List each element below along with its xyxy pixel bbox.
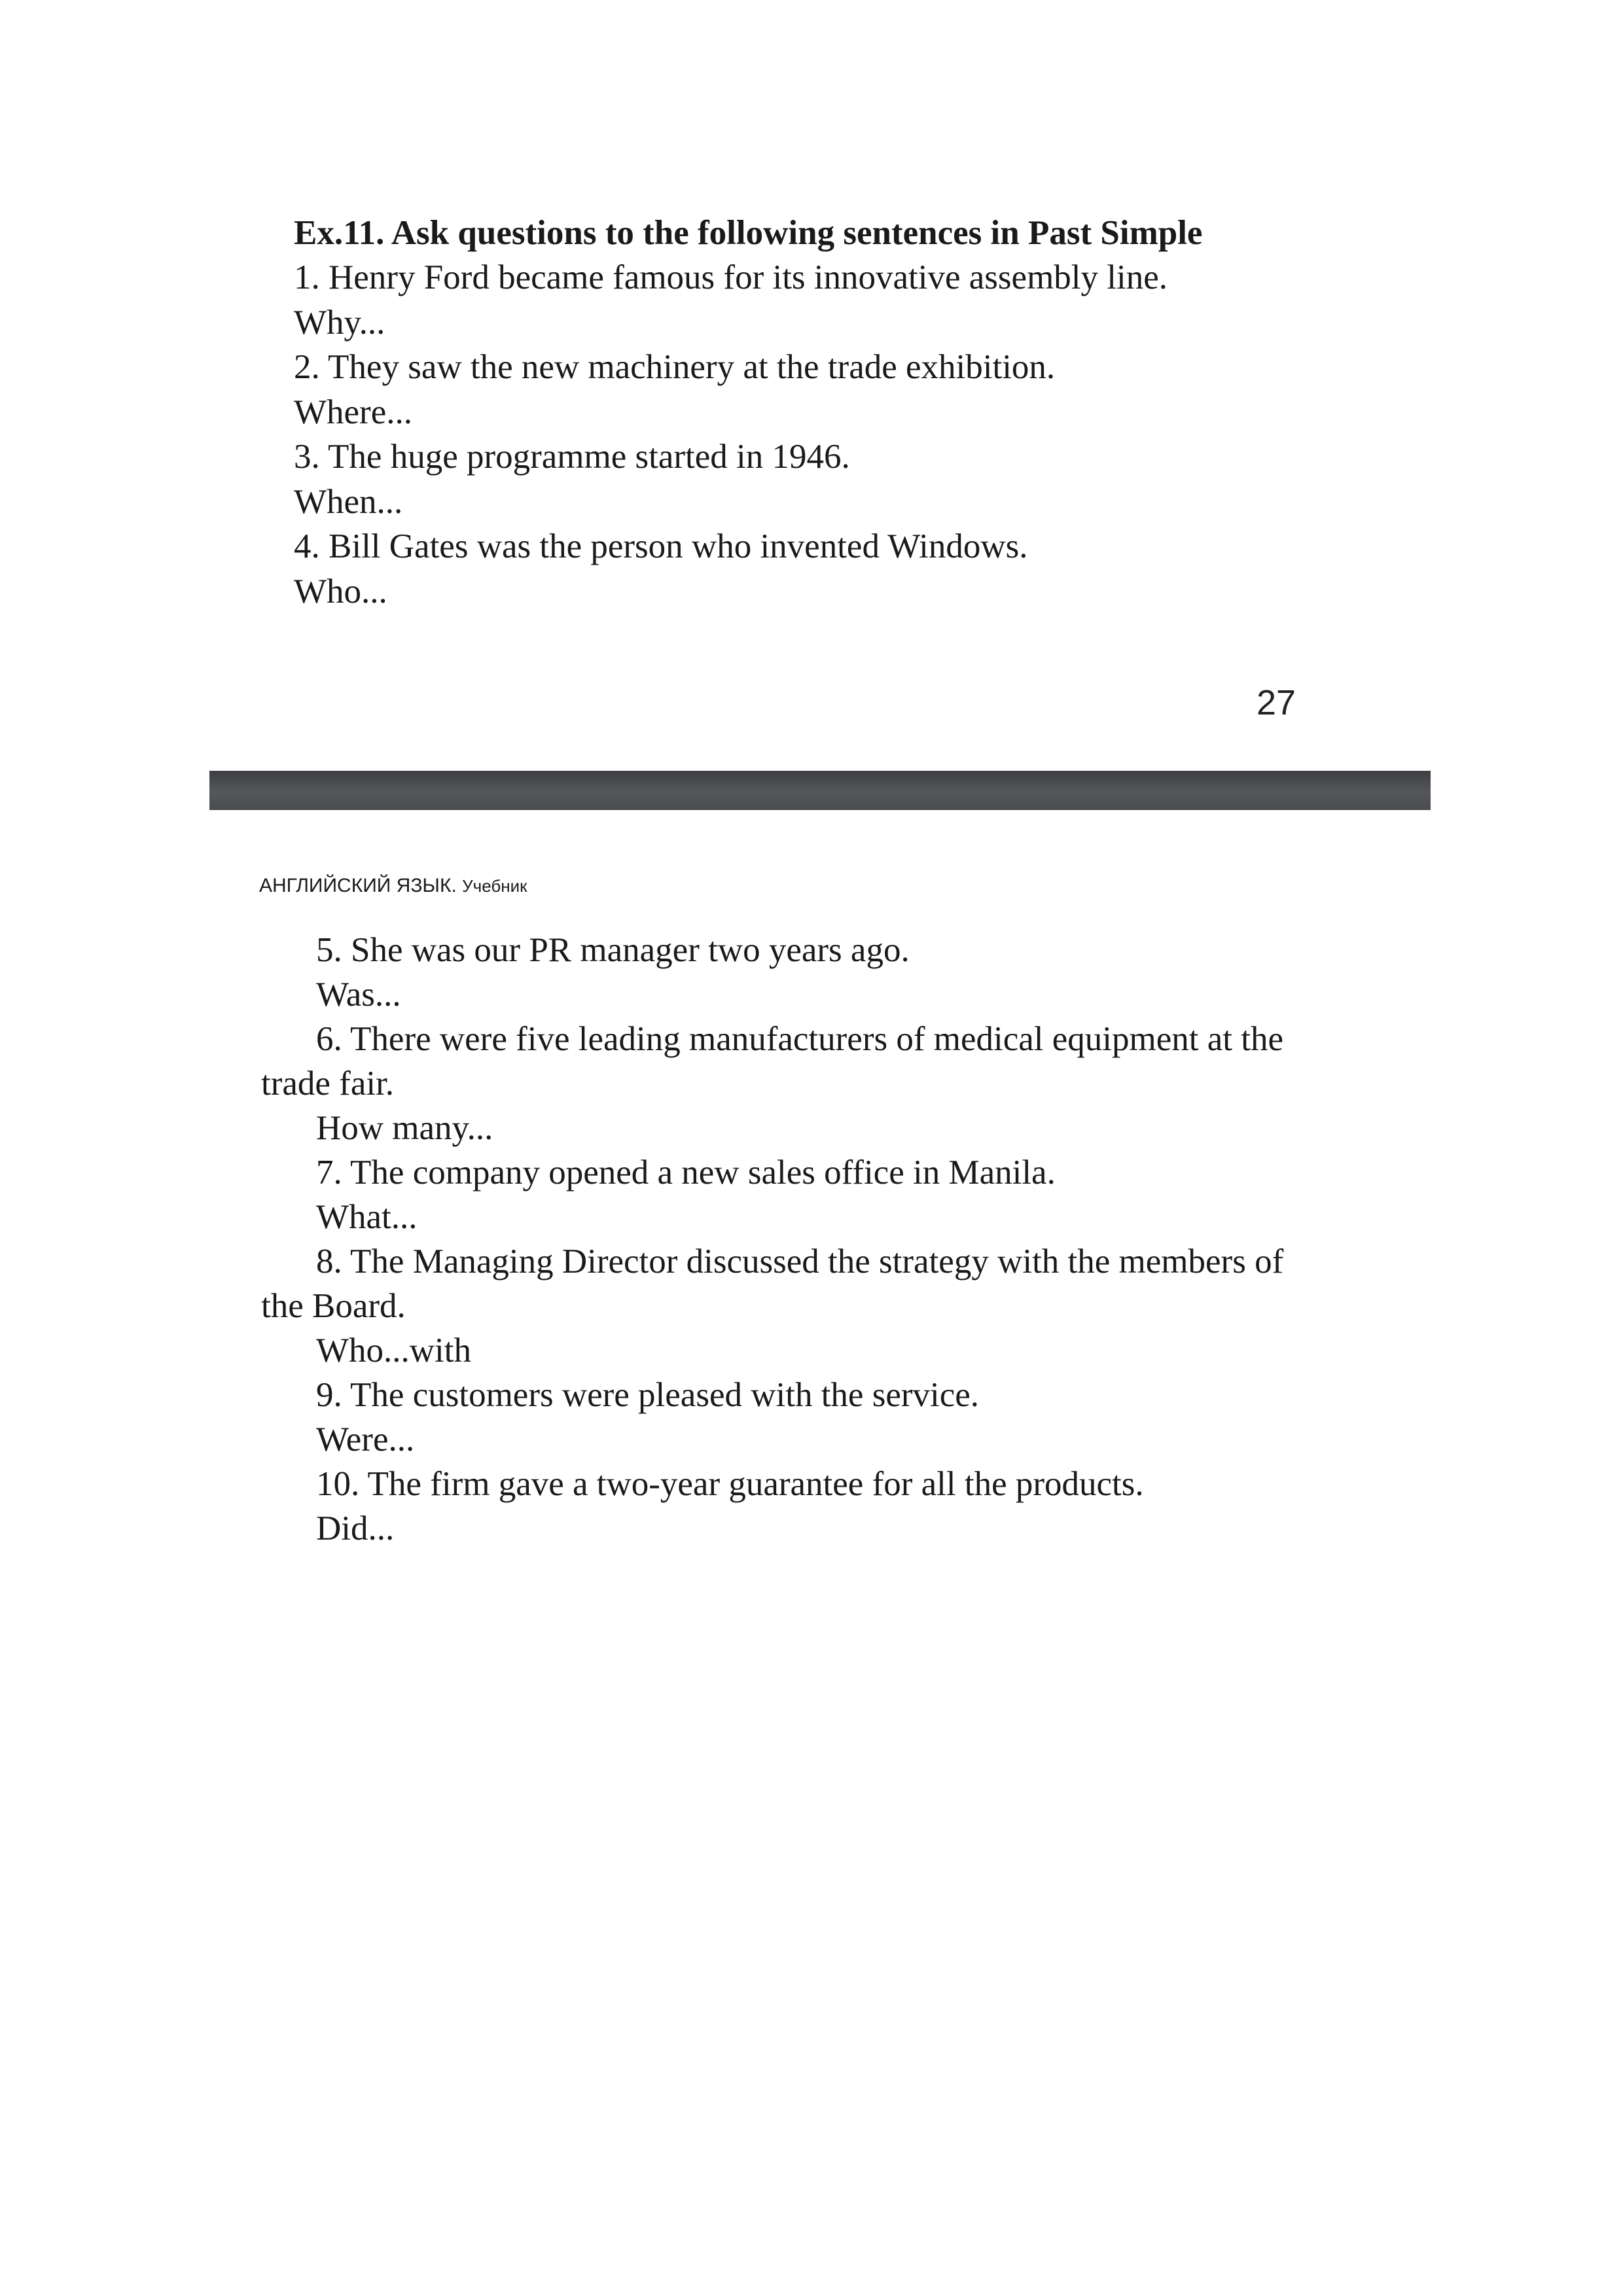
question-prompt: Who... [294,572,387,610]
question-prompt: What... [316,1198,418,1236]
exercise-sentence: 5. She was our PR manager two years ago. [316,931,910,969]
exercise-sentence: 1. Henry Ford became famous for its innovative assembly line. [294,258,1168,296]
exercise-sentence: 2. They saw the new machinery at the trade exhibition. [294,348,1056,386]
question-prompt: Why... [294,303,385,342]
question-prompt: How many... [316,1109,493,1147]
exercise-sentence: 4. Bill Gates was the person who invented Windows. [294,527,1028,565]
exercise-sentence: 8. The Managing Director discussed the strategy with the members of the Board. [261,1243,1284,1325]
exercise-sentence: 9. The customers were pleased with the service. [316,1376,980,1414]
exercise-sentence: 6. There were five leading manufacturers of medical equipment at the trade fair. [261,1020,1283,1103]
running-header-subject: АНГЛИЙСКИЙ ЯЗЫК. [259,875,457,896]
exercise-title: Ex.11. Ask questions to the following sentences in Past Simple [294,214,1203,252]
page-divider-bar [209,771,1431,810]
question-prompt: Who...with [316,1332,471,1369]
question-prompt: Did... [316,1510,395,1547]
exercise-sentence: 7. The company opened a new sales office in Manila. [316,1154,1056,1192]
question-prompt: Where... [294,393,412,431]
running-header [259,873,527,899]
question-prompt: Was... [316,976,401,1014]
lower-page-content [261,928,1334,1551]
question-prompt: Were... [316,1421,415,1458]
page-number: 27 [1257,683,1296,722]
running-header-book-type: Учебник [462,876,527,896]
upper-page-content [294,211,1406,614]
exercise-sentence: 10. The firm gave a two-year guarantee for all the products. [316,1465,1144,1503]
exercise-sentence: 3. The huge programme started in 1946. [294,438,850,476]
question-prompt: When... [294,482,403,521]
